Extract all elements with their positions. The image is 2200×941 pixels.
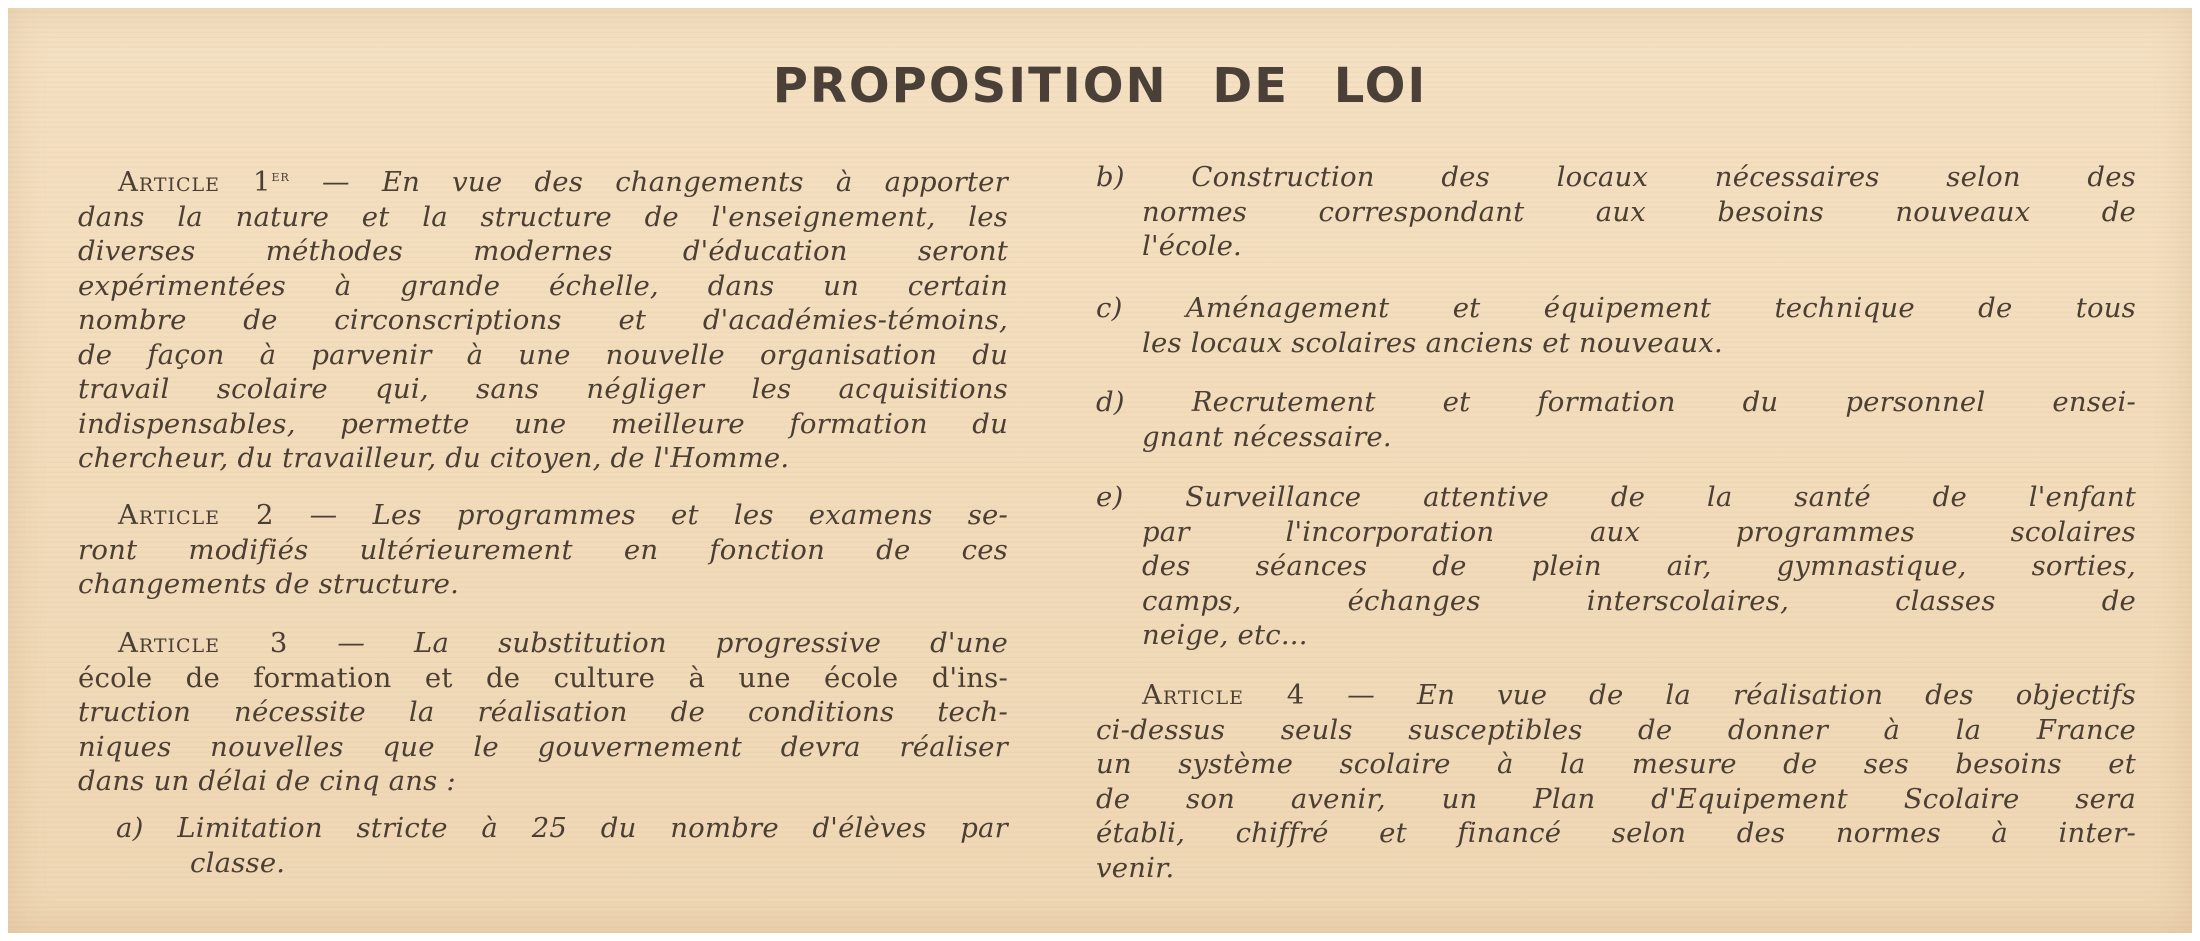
article-4-line-2: ci-dessus seuls susceptibles de donner à la France [1096,713,2136,746]
article-4 [1096,678,2136,885]
article-2-line-2: ront modifiés ultérieurement en fonction de ces [78,533,1008,566]
item-e-line-2: par l'incorporation aux programmes scolaires [1142,515,2136,548]
article-3-label: Article 3 [118,627,289,659]
article-1-line-3: diverses méthodes modernes d'éducation seront [78,235,1008,267]
article-1-line-6: de façon à parvenir à une nouvelle organisation du [78,338,1008,371]
article-1-line-9: chercheur, du travailleur, du citoyen, de l'Homme. [78,442,790,474]
article-3 [78,626,1008,799]
item-c-line-1: c) Aménagement et équipement technique de tous [1096,292,2136,324]
article-1-label: Article 1er [118,165,290,198]
document-page [8,8,2192,933]
item-d-line-1: d) Recrutement et formation du personnel ensei- [1096,386,2136,418]
item-e-line-5: neige, etc... [1142,619,1308,651]
item-b [1096,160,2136,264]
item-e [1096,480,2136,653]
item-c [1096,291,2136,360]
item-c-line-2: les locaux scolaires anciens et nouveaux. [1142,326,1723,359]
article-3-line-5: dans un délai de cinq ans : [78,765,456,797]
article-4-line-6: venir. [1096,851,1175,884]
page-title: PROPOSITION DE LOI [772,58,1428,114]
item-a-line-2: classe. [190,846,286,879]
article-4-line-4: de son avenir, un Plan d'Equipement Scolaire sera [1096,782,2136,815]
article-4-label: Article 4 [1142,679,1306,711]
item-d [1096,385,2136,454]
article-3-line-1: Article 3 — La substitution progressive d'une [118,627,1008,659]
article-4-line-5: établi, chiffré et financé selon des normes à inter- [1096,817,2136,849]
article-1 [78,165,1008,476]
item-a [78,811,1008,880]
article-1-line-4: expérimentées à grande échelle, dans un certain [78,269,1008,302]
article-2-line-3: changements de structure. [78,568,460,600]
item-b-line-3: l'école. [1142,230,1242,262]
article-1-line-2: dans la nature et la structure de l'enseignement, les [78,200,1008,233]
article-3-line-4: niques nouvelles que le gouvernement devra réaliser [78,730,1008,763]
article-3-line-2: école de formation et de culture à une école d'ins- [78,661,1008,694]
article-1-line-5: nombre de circonscriptions et d'académies-témoins, [78,304,1008,336]
item-a-line-1: a) Limitation stricte à 25 du nombre d'élèves par [116,812,1008,844]
article-1-line-1: Article 1er — En vue des changements à apporter [118,165,1008,198]
article-1-line-7: travail scolaire qui, sans négliger les acquisitions [78,373,1008,405]
item-e-line-3: des séances de plein air, gymnastique, sorties, [1142,550,2136,582]
item-e-line-1: e) Surveillance attentive de la santé de l'enfant [1096,481,2136,513]
item-b-line-1: b) Construction des locaux nécessaires selon des [1096,161,2136,193]
article-4-line-3: un système scolaire à la mesure de ses besoins et [1096,748,2136,780]
article-2-line-1: Article 2 — Les programmes et les examens se- [118,499,1008,531]
article-2-label: Article 2 [118,499,275,531]
article-3-line-3: truction nécessite la réalisation de conditions tech- [78,696,1008,728]
article-1-line-8: indispensables, permette une meilleure formation du [78,407,1008,440]
item-b-line-2: normes correspondant aux besoins nouveaux de [1142,195,2136,228]
item-e-line-4: camps, échanges interscolaires, classes de [1142,584,2136,617]
item-d-line-2: gnant nécessaire. [1142,420,1392,453]
article-4-line-1: Article 4 — En vue de la réalisation des objectifs [1142,679,2136,711]
article-2 [78,498,1008,602]
